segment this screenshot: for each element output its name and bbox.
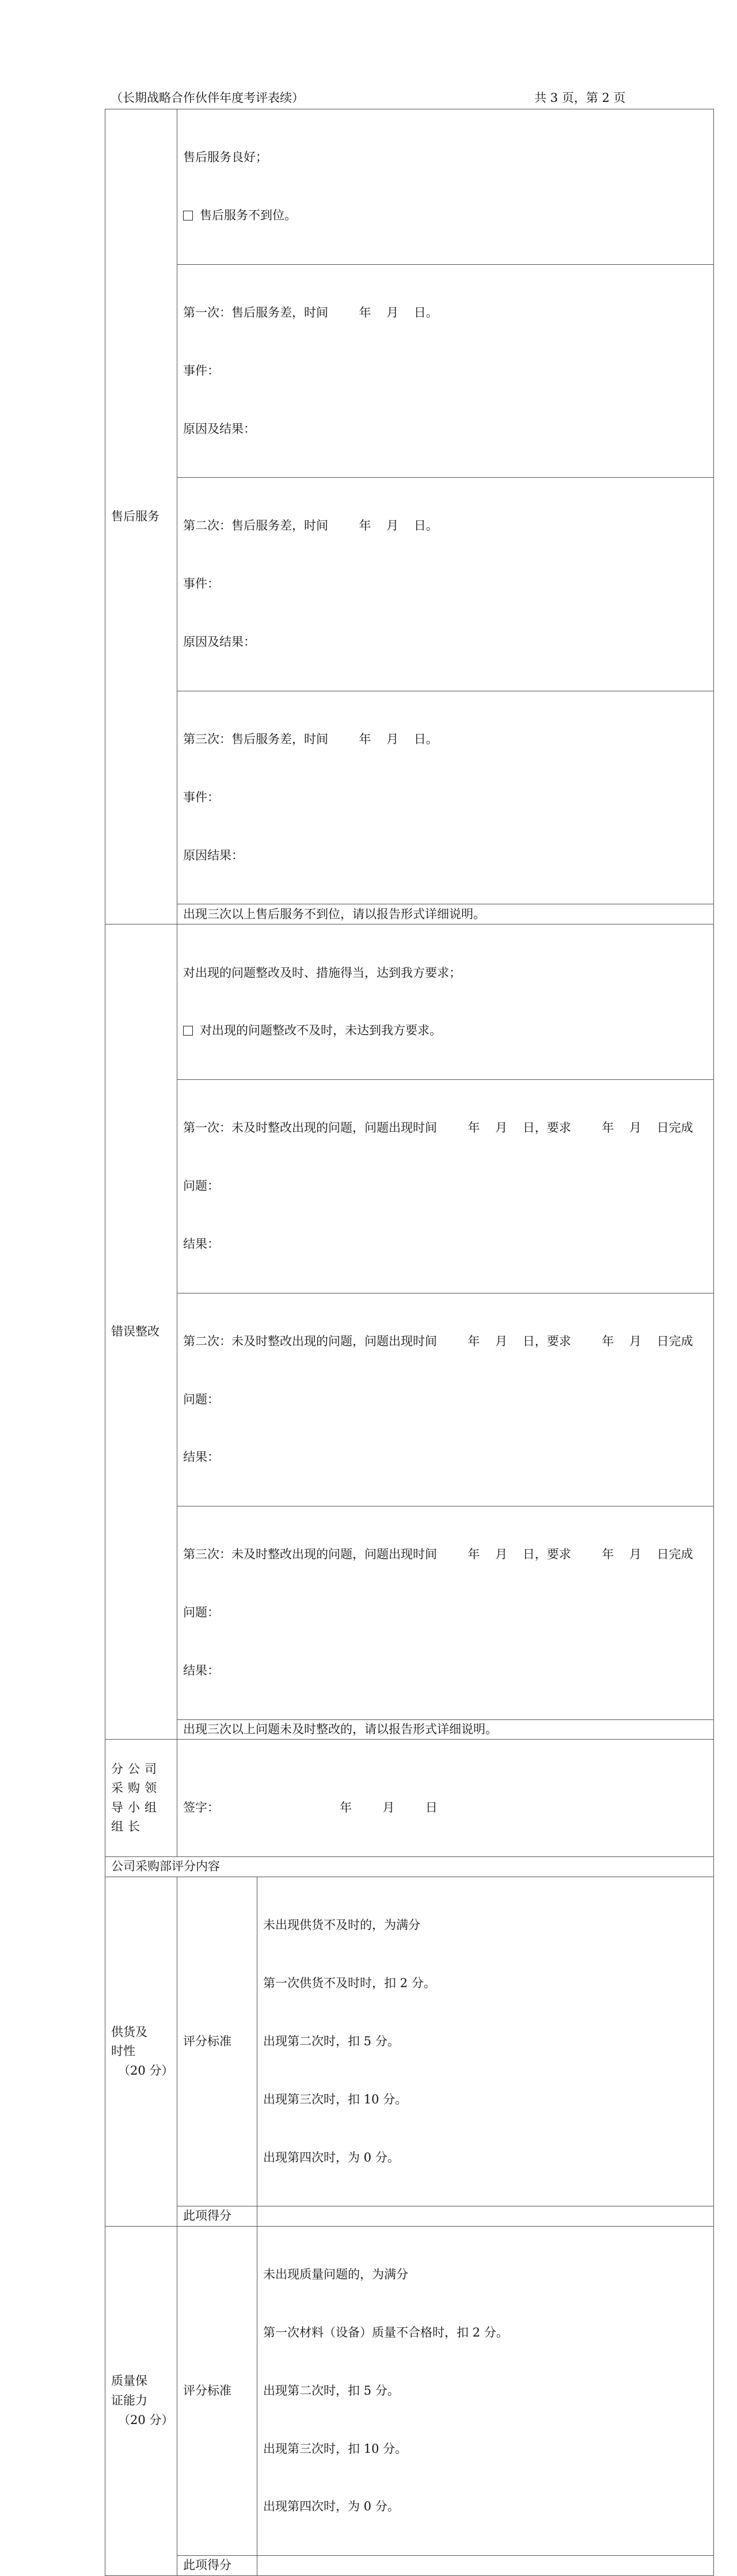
after-sales-incident-row bbox=[105, 691, 714, 904]
after-sales-incident-2[interactable] bbox=[177, 478, 714, 691]
error-correction-bad-label: 对出现的问题整改不及时，未达到我方要求。 bbox=[200, 1023, 442, 1038]
error-correction-incident-2[interactable] bbox=[177, 1293, 714, 1506]
incident-date-line: 第二次：售后服务差，时间 年 月 日。 bbox=[183, 519, 438, 533]
incident-event-field[interactable]: 事件： bbox=[183, 790, 219, 804]
after-sales-status-cell bbox=[177, 109, 714, 265]
criterion-points: （20 分） bbox=[118, 2413, 174, 2427]
after-sales-status-row bbox=[105, 109, 714, 265]
rule-line: 未出现供货不及时的，为满分 bbox=[263, 1918, 420, 1932]
rule-line: 出现第四次时，为 0 分。 bbox=[263, 2150, 400, 2164]
error-correction-incident-1[interactable] bbox=[177, 1080, 714, 1293]
incident-event-field[interactable]: 事件： bbox=[183, 577, 219, 591]
branch-leader-signature-cell[interactable] bbox=[177, 1740, 714, 1857]
criterion-name-line: 时性 bbox=[111, 2044, 135, 2058]
after-sales-incident-row bbox=[105, 264, 714, 478]
criteria-standard-label: 评分标准 bbox=[177, 2226, 257, 2555]
criteria-rules-cell bbox=[257, 2226, 714, 2555]
incident-date-line: 第一次：未及时整改出现的问题，问题出现时间 年 月 日，要求 年 月 日完成 bbox=[183, 1121, 693, 1135]
signature-date: 年 月 日 bbox=[340, 1801, 438, 1815]
error-correction-note-row bbox=[105, 1719, 714, 1740]
error-correction-status-cell bbox=[177, 924, 714, 1080]
after-sales-bad-label: 售后服务不到位。 bbox=[200, 208, 297, 222]
rule-line: 第一次供货不及时时，扣 2 分。 bbox=[263, 1976, 436, 1991]
incident-date-line: 第三次：售后服务差，时间 年 月 日。 bbox=[183, 732, 438, 746]
checkbox-icon[interactable] bbox=[183, 211, 193, 220]
after-sales-incident-row bbox=[105, 478, 714, 691]
error-correction-status-row bbox=[105, 924, 714, 1080]
rule-line: 未出现质量问题的，为满分 bbox=[263, 2267, 408, 2282]
after-sales-incident-3[interactable] bbox=[177, 691, 714, 904]
branch-leader-row bbox=[105, 1740, 714, 1857]
page-info: 共 3 页，第 2 页 bbox=[534, 91, 626, 105]
after-sales-over-three-note: 出现三次以上售后服务不到位，请以报告形式详细说明。 bbox=[177, 904, 714, 924]
criteria-standard-label: 评分标准 bbox=[177, 1877, 257, 2206]
after-sales-label: 售后服务 bbox=[105, 109, 177, 924]
incident-date-line: 第一次：售后服务差，时间 年 月 日。 bbox=[183, 305, 438, 319]
rule-line: 出现第三次时，扣 10 分。 bbox=[263, 2441, 408, 2456]
error-correction-bad-option[interactable] bbox=[183, 1021, 708, 1041]
after-sales-note-row bbox=[105, 904, 714, 924]
incident-problem-field[interactable]: 问题： bbox=[183, 1392, 219, 1406]
after-sales-incident-1[interactable] bbox=[177, 264, 714, 478]
error-correction-incident-row bbox=[105, 1080, 714, 1293]
criterion-row bbox=[105, 1877, 714, 2206]
criterion-supply-timeliness-label bbox=[105, 1877, 177, 2227]
error-correction-incident-row bbox=[105, 1506, 714, 1720]
criteria-rules-cell bbox=[257, 1877, 714, 2206]
score-row bbox=[105, 2206, 714, 2227]
score-input[interactable] bbox=[257, 2556, 714, 2576]
incident-result-field[interactable]: 原因及结果： bbox=[183, 635, 256, 649]
error-correction-label: 错误整改 bbox=[105, 924, 177, 1740]
score-label: 此项得分 bbox=[177, 2556, 257, 2576]
rule-line: 出现第四次时，为 0 分。 bbox=[263, 2499, 400, 2514]
incident-result-field[interactable]: 结果： bbox=[183, 1450, 219, 1464]
criterion-name-line: 质量保 bbox=[111, 2374, 147, 2388]
incident-date-line: 第三次：未及时整改出现的问题，问题出现时间 年 月 日，要求 年 月 日完成 bbox=[183, 1547, 693, 1562]
criterion-name-line: 证能力 bbox=[111, 2394, 147, 2408]
rule-line: 出现第三次时，扣 10 分。 bbox=[263, 2092, 408, 2106]
signature-label: 签字： bbox=[183, 1801, 219, 1815]
incident-event-field[interactable]: 事件： bbox=[183, 363, 219, 378]
error-correction-incident-3[interactable] bbox=[177, 1506, 714, 1720]
incident-result-field[interactable]: 结果： bbox=[183, 1236, 219, 1251]
incident-date-line: 第二次：未及时整改出现的问题，问题出现时间 年 月 日，要求 年 月 日完成 bbox=[183, 1334, 693, 1348]
rule-line: 第一次材料（设备）质量不合格时，扣 2 分。 bbox=[263, 2325, 508, 2339]
evaluation-table bbox=[105, 109, 714, 2576]
checkbox-icon[interactable] bbox=[183, 1026, 193, 1036]
after-sales-good-option: 售后服务良好； bbox=[183, 150, 268, 165]
error-correction-over-three-note: 出现三次以上问题未及时整改的，请以报告形式详细说明。 bbox=[177, 1719, 714, 1740]
branch-leader-label: 分公司采购领导小组组长 bbox=[105, 1740, 177, 1857]
score-row bbox=[105, 2556, 714, 2576]
incident-problem-field[interactable]: 问题： bbox=[183, 1605, 219, 1620]
score-input[interactable] bbox=[257, 2206, 714, 2227]
rule-line: 出现第二次时，扣 5 分。 bbox=[263, 2383, 400, 2398]
after-sales-bad-option[interactable] bbox=[183, 206, 708, 226]
incident-result-field[interactable]: 原因及结果： bbox=[183, 421, 256, 436]
purchasing-section-title: 公司采购部评分内容 bbox=[105, 1857, 714, 1877]
incident-result-field[interactable]: 原因结果： bbox=[183, 848, 244, 862]
form-title: （长期战略合作伙伴年度考评表续） bbox=[111, 91, 304, 105]
criterion-name-line: 供货及 bbox=[111, 2025, 147, 2039]
score-label: 此项得分 bbox=[177, 2206, 257, 2227]
error-correction-good-option: 对出现的问题整改及时、措施得当，达到我方要求； bbox=[183, 965, 461, 980]
criterion-row bbox=[105, 2226, 714, 2555]
incident-result-field[interactable]: 结果： bbox=[183, 1663, 219, 1677]
error-correction-incident-row bbox=[105, 1293, 714, 1506]
incident-problem-field[interactable]: 问题： bbox=[183, 1179, 219, 1193]
criterion-points: （20 分） bbox=[118, 2063, 174, 2077]
criterion-quality-assurance-label bbox=[105, 2226, 177, 2575]
rule-line: 出现第二次时，扣 5 分。 bbox=[263, 2034, 400, 2049]
